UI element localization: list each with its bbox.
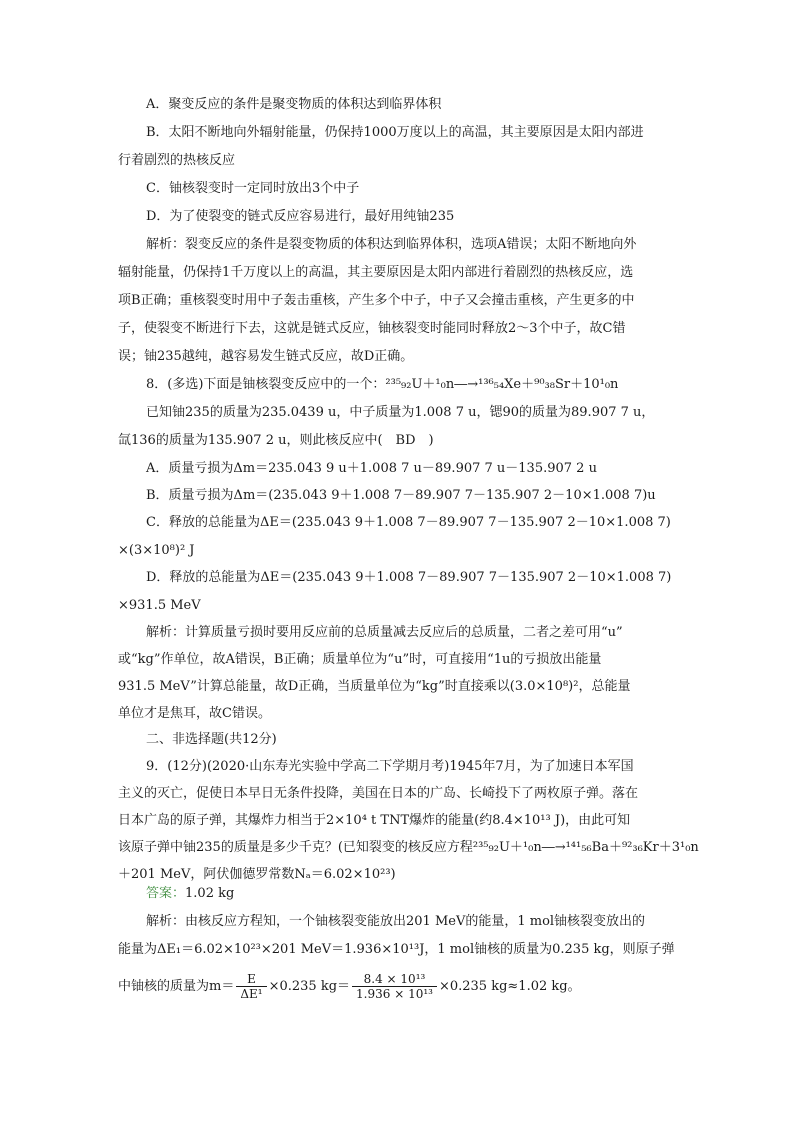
fraction-2-numerator: 8.4 × 10¹³ — [352, 972, 437, 987]
text-line: C．释放的总能量为ΔE＝(235.043 9＋1.008 7－89.907 7－135.907 2－10×1.008 7) — [146, 515, 671, 530]
text-line: 单位才是焦耳，故C错误。 — [118, 706, 271, 721]
formula-line — [118, 972, 678, 1001]
text-line: 解析：计算质量亏损时要用反应前的总质量减去反应后的总质量，二者之差可用“u” — [146, 625, 623, 640]
text-line: D．为了使裂变的链式反应容易进行，最好用纯铀235 — [146, 209, 455, 224]
fraction-1 — [236, 972, 266, 1001]
text-line: 氙136的质量为135.907 2 u，则此核反应中( BD ) — [118, 433, 434, 448]
text-line: 8．(多选)下面是铀核裂变反应中的一个：²³⁵₉₂U＋¹₀n―→¹³⁶₅₄Xe＋⁹⁰₃₈Sr＋10¹₀n — [146, 377, 619, 392]
text-line: 已知铀235的质量为235.0439 u，中子质量为1.008 7 u，锶90的质量为89.907 7 u， — [146, 405, 655, 420]
text-line: 子，使裂变不断进行下去，这就是链式反应，铀核裂变时能同时释放2～3个中子，故C错 — [118, 321, 626, 336]
fraction-1-denominator: ΔE¹ — [240, 987, 263, 1001]
text-line: 二、非选择题(共12分) — [146, 732, 277, 747]
text-line: 解析：裂变反应的条件是裂变物质的体积达到临界体积，选项A错误；太阳不断地向外 — [146, 237, 637, 252]
text-line: 931.5 MeV”计算总能量，故D正确，当质量单位为“kg”时直接乘以(3.0×10⁸)²，总能量 — [118, 679, 631, 694]
text-line: B．质量亏损为Δm＝(235.043 9＋1.008 7－89.907 7－135.907 2－10×1.008 7)u — [146, 488, 656, 503]
answer-label: 答案： — [146, 886, 186, 901]
text-line: 行着剧烈的热核反应 — [118, 153, 236, 168]
text-line: A．质量亏损为Δm＝235.043 9 u＋1.008 7 u－89.907 7 u－135.907 2 u — [146, 461, 597, 476]
formula-suffix: ×0.235 kg≈1.02 kg。 — [438, 979, 581, 994]
analysis-line-1: 解析：由核反应方程知，一个铀核裂变能放出201 MeV的能量，1 mol铀核裂变放出的 — [146, 914, 646, 929]
text-line: 或“kg”作单位，故A错误，B正确；质量单位为“u”时，可直接用“1u的亏损放出能量 — [118, 652, 602, 667]
text-line: A．聚变反应的条件是聚变物质的体积达到临界体积 — [146, 97, 442, 112]
text-line: B．太阳不断地向外辐射能量，仍保持1000万度以上的高温，其主要原因是太阳内部进 — [146, 125, 644, 140]
text-line: D．释放的总能量为ΔE＝(235.043 9＋1.008 7－89.907 7－135.907 2－10×1.008 7) — [146, 570, 672, 585]
fraction-1-numerator: E — [236, 972, 266, 987]
text-line: ×931.5 MeV — [118, 598, 201, 613]
text-line: C．铀核裂变时一定同时放出3个中子 — [146, 181, 360, 196]
text-line: 9．(12分)(2020·山东寿光实验中学高二下学期月考)1945年7月，为了加速日本军国 — [146, 759, 634, 774]
answer-value: 1.02 kg — [185, 886, 235, 901]
analysis-line-2: 能量为ΔE₁＝6.02×10²³×201 MeV＝1.936×10¹³J，1 mol铀核的质量为0.235 kg，则原子弹 — [118, 942, 675, 957]
text-line: 日本广岛的原子弹，其爆炸力相当于2×10⁴ t TNT爆炸的能量(约8.4×10¹³ J)，由此可知 — [118, 813, 631, 828]
text-line: ＋201 MeV，阿伏伽德罗常数Nₐ＝6.02×10²³) — [118, 867, 396, 882]
formula-prefix: 中铀核的质量为m＝ — [118, 979, 235, 994]
text-line: 主义的灭亡，促使日本早日无条件投降，美国在日本的广岛、长崎投下了两枚原子弹。落在 — [118, 786, 639, 801]
fraction-2-denominator: 1.936 × 10¹³ — [356, 987, 433, 1001]
answer-line — [146, 885, 678, 903]
text-line: 项B正确；重核裂变时用中子轰击重核，产生多个中子，中子又会撞击重核，产生更多的中 — [118, 293, 635, 308]
formula-mid: ×0.235 kg＝ — [268, 979, 351, 994]
text-line: ×(3×10⁸)² J — [118, 543, 195, 558]
text-line: 辐射能量，仍保持1千万度以上的高温，其主要原因是太阳内部进行着剧烈的热核反应，选 — [118, 265, 634, 280]
text-line: 该原子弹中铀235的质量是多少千克？(已知裂变的核反应方程²³⁵₉₂U＋¹₀n―→¹⁴¹₅₆Ba＋⁹²₃₆Kr＋3¹₀n — [118, 840, 699, 855]
fraction-2 — [352, 972, 437, 1001]
text-line: 误；铀235越纯，越容易发生链式反应，故D正确。 — [118, 349, 414, 364]
